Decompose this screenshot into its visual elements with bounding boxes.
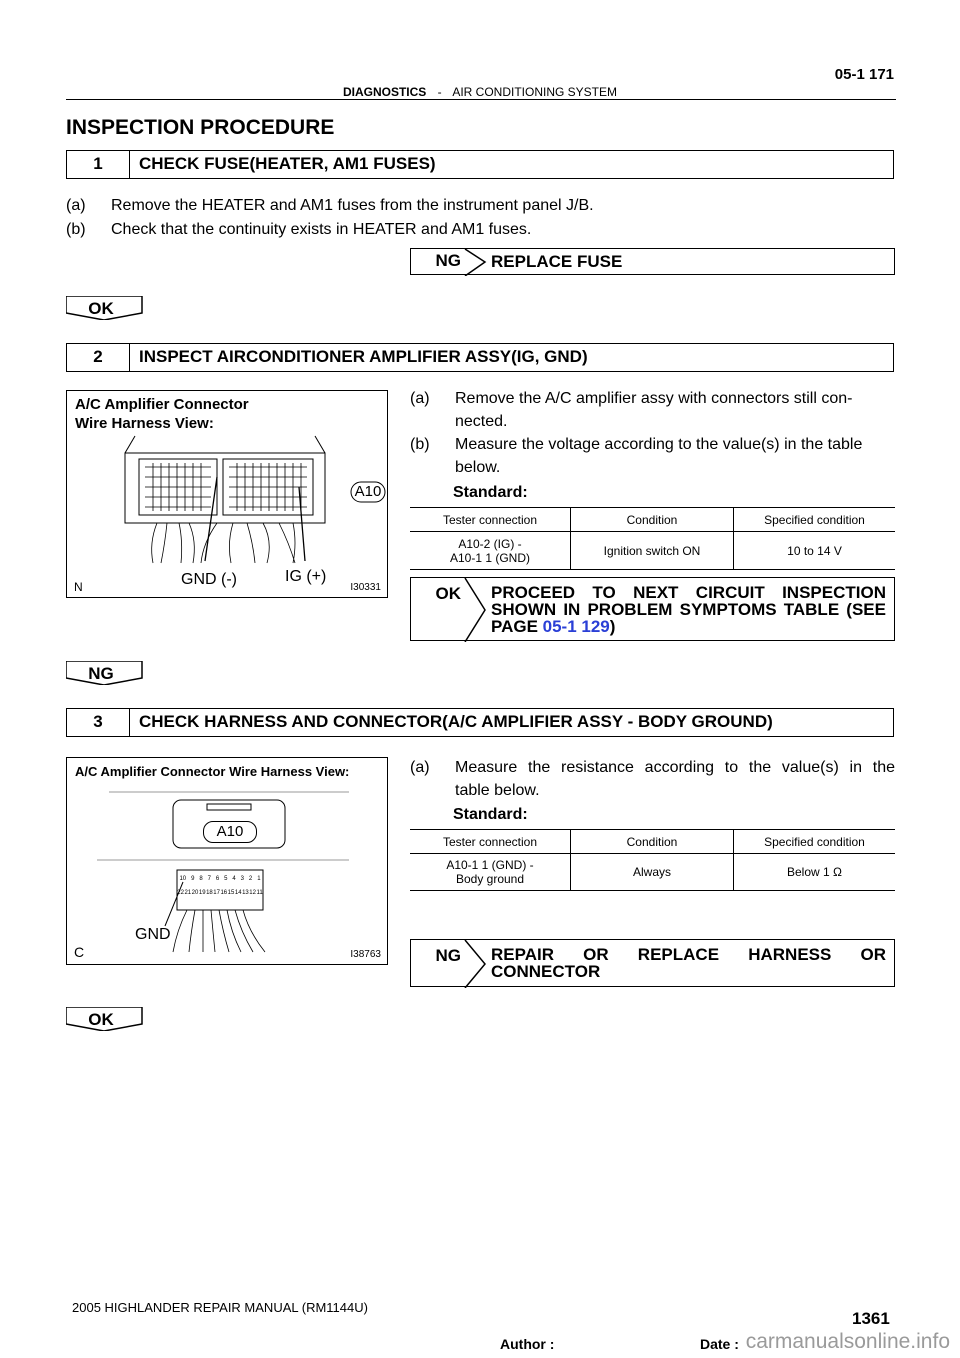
instruction-line: nected. <box>455 413 508 430</box>
manual-footer: 2005 HIGHLANDER REPAIR MANUAL (RM1144U) <box>72 1300 368 1315</box>
pin-number: 6 <box>215 876 220 882</box>
pin-number: 8 <box>199 876 203 882</box>
table-cell <box>410 854 571 891</box>
result-line: SHOWN IN PROBLEM SYMPTOMS TABLE (SEE <box>491 600 886 619</box>
page-link[interactable]: 05-1 129 <box>542 617 610 636</box>
instruction-3a <box>410 756 895 802</box>
table-header: Tester connection <box>410 830 571 854</box>
table-cell: 10 to 14 V <box>734 532 896 570</box>
header-rule <box>66 99 896 100</box>
pin-number: 19 <box>198 890 206 896</box>
step-1-ok-label <box>66 296 142 320</box>
connector-label: A10 <box>354 483 382 500</box>
step-title: CHECK HARNESS AND CONNECTOR(A/C AMPLIFIER ASSY - BODY GROUND) <box>139 712 773 731</box>
pin-number: 1 <box>257 876 261 882</box>
pin-number: 20 <box>191 890 199 896</box>
result-text <box>491 946 886 980</box>
result-text-suffix: ) <box>609 617 616 636</box>
watermark: carmanualsonline.info <box>745 1330 950 1353</box>
spec-table-2 <box>410 507 895 570</box>
header-separator: - <box>437 85 442 99</box>
instruction-line: Remove the A/C amplifier assy with connectors still con- <box>455 390 853 407</box>
table-header: Specified condition <box>734 508 896 532</box>
step-3-header <box>66 708 894 737</box>
date-label: Date : <box>700 1336 739 1352</box>
step-1-header <box>66 150 894 179</box>
pin-number: 2 <box>248 876 253 882</box>
figure-title: A/C Amplifier Connector Wire Harness View: <box>75 764 350 779</box>
result-text: REPLACE FUSE <box>491 252 623 271</box>
header-section: DIAGNOSTICS <box>342 85 427 99</box>
result-line <box>491 618 886 635</box>
step-3-ng-result <box>410 939 895 987</box>
pin-number: 11 <box>256 890 263 896</box>
instruction-label: (b) <box>66 221 86 238</box>
cell-line: A10-2 (IG) - <box>458 536 522 551</box>
header-system: AIR CONDITIONING SYSTEM <box>452 85 618 99</box>
page-number: 1361 <box>852 1309 890 1328</box>
instruction-line: below. <box>455 459 501 476</box>
instruction-1b <box>66 218 896 242</box>
step-number: 2 <box>67 344 130 371</box>
pin-number: 7 <box>207 876 211 882</box>
instruction-line: table below. <box>455 782 540 799</box>
instruction-text <box>455 756 895 802</box>
page-reference: 05-1 171 <box>834 66 894 83</box>
instruction-1a <box>66 194 896 218</box>
ng-arrow-tag <box>411 940 485 986</box>
table-cell <box>410 532 571 570</box>
ng-text: NG <box>88 664 114 683</box>
cell-line: A10-1 1 (GND) - <box>446 858 534 872</box>
instruction-label: (a) <box>410 759 430 776</box>
connector-label: A10 <box>203 821 257 843</box>
pin-number: 15 <box>227 890 235 896</box>
instruction-line: Measure the resistance according to the value(s) in the <box>455 759 895 776</box>
ok-arrow-tag <box>411 578 485 640</box>
result-line: REPAIR OR REPLACE HARNESS OR <box>491 945 886 964</box>
ok-text: OK <box>88 1010 114 1029</box>
figure-code: I38763 <box>350 949 381 960</box>
pin-number: 16 <box>220 890 228 896</box>
instruction-2b <box>410 433 895 479</box>
instruction-text <box>455 387 895 433</box>
instruction-label: (b) <box>410 436 430 453</box>
author-label: Author : <box>500 1336 555 1352</box>
result-line: CONNECTOR <box>491 962 601 981</box>
figure-a10-gnd <box>66 757 388 965</box>
figure-corner-letter: N <box>74 580 83 594</box>
pin-number: 9 <box>191 876 195 882</box>
figure-a10-ig-gnd <box>66 390 388 598</box>
instruction-2a <box>410 387 895 433</box>
table-header: Condition <box>571 830 734 854</box>
table-cell: Always <box>571 854 734 891</box>
standard-label: Standard: <box>453 806 528 823</box>
connector-diagram <box>67 391 387 597</box>
ig-pin-label: IG (+) <box>285 568 327 585</box>
pin-number: 3 <box>240 876 244 882</box>
step-2-ok-result <box>410 577 895 641</box>
figure-title-line: Wire Harness View: <box>75 415 214 432</box>
tag-label: NG <box>435 946 461 965</box>
pin-number: 13 <box>242 890 249 896</box>
table-cell: Below 1 Ω <box>734 854 896 891</box>
spec-table-3 <box>410 829 895 891</box>
pin-number: 10 <box>179 876 187 882</box>
pin-number: 5 <box>224 876 228 882</box>
step-title: CHECK FUSE(HEATER, AM1 FUSES) <box>139 154 436 173</box>
result-text <box>491 584 886 635</box>
ng-arrow-tag <box>411 249 485 274</box>
result-line: PROCEED TO NEXT CIRCUIT INSPECTION <box>491 583 886 602</box>
step-1-ng-result <box>410 248 895 275</box>
connector-diagram <box>67 758 387 964</box>
result-text-prefix: PAGE <box>491 617 543 636</box>
standard-label: Standard: <box>453 484 528 501</box>
pin-number: 4 <box>232 876 236 882</box>
pin-number: 22 <box>177 890 184 896</box>
gnd-pin-label: GND <box>135 926 171 943</box>
pin-number: 21 <box>184 890 192 896</box>
instruction-label: (a) <box>66 197 86 214</box>
gnd-pin-label: GND (-) <box>181 571 237 588</box>
running-header <box>0 85 960 99</box>
step-number: 1 <box>67 151 130 178</box>
instruction-line: Measure the voltage according to the value(s) in the table <box>455 436 863 453</box>
step-2-header <box>66 343 894 372</box>
step-2-ng-label <box>66 661 142 685</box>
step-3-ok-label <box>66 1007 142 1031</box>
connector-pin-grid <box>177 872 263 900</box>
ok-text: OK <box>88 299 114 318</box>
instruction-text: Remove the HEATER and AM1 fuses from the instrument panel J/B. <box>111 197 594 214</box>
figure-code: I30331 <box>350 582 381 593</box>
pin-row-bottom <box>177 886 263 900</box>
step-title: INSPECT AIRCONDITIONER AMPLIFIER ASSY(IG, GND) <box>139 347 588 366</box>
instruction-text: Check that the continuity exists in HEATER and AM1 fuses. <box>111 221 532 238</box>
pin-number: 17 <box>213 890 220 896</box>
pin-number: 12 <box>249 890 256 896</box>
tag-label: NG <box>435 251 461 270</box>
pin-row-top <box>177 872 263 886</box>
figure-title-line: A/C Amplifier Connector <box>75 396 249 413</box>
procedure-title: INSPECTION PROCEDURE <box>66 116 335 139</box>
table-row <box>410 532 895 570</box>
pin-number: 18 <box>206 890 213 896</box>
step-number: 3 <box>67 709 130 736</box>
table-header: Tester connection <box>410 508 571 532</box>
cell-line: A10-1 1 (GND) <box>449 550 531 565</box>
table-header: Condition <box>571 508 734 532</box>
figure-corner-letter: C <box>74 944 85 960</box>
instruction-label: (a) <box>410 390 430 407</box>
table-header: Specified condition <box>734 830 896 854</box>
table-cell: Ignition switch ON <box>571 532 734 570</box>
pin-number: 14 <box>234 890 242 896</box>
cell-line: Body ground <box>455 872 525 886</box>
instruction-text <box>455 433 895 479</box>
table-row <box>410 854 895 891</box>
tag-label: OK <box>435 584 461 603</box>
